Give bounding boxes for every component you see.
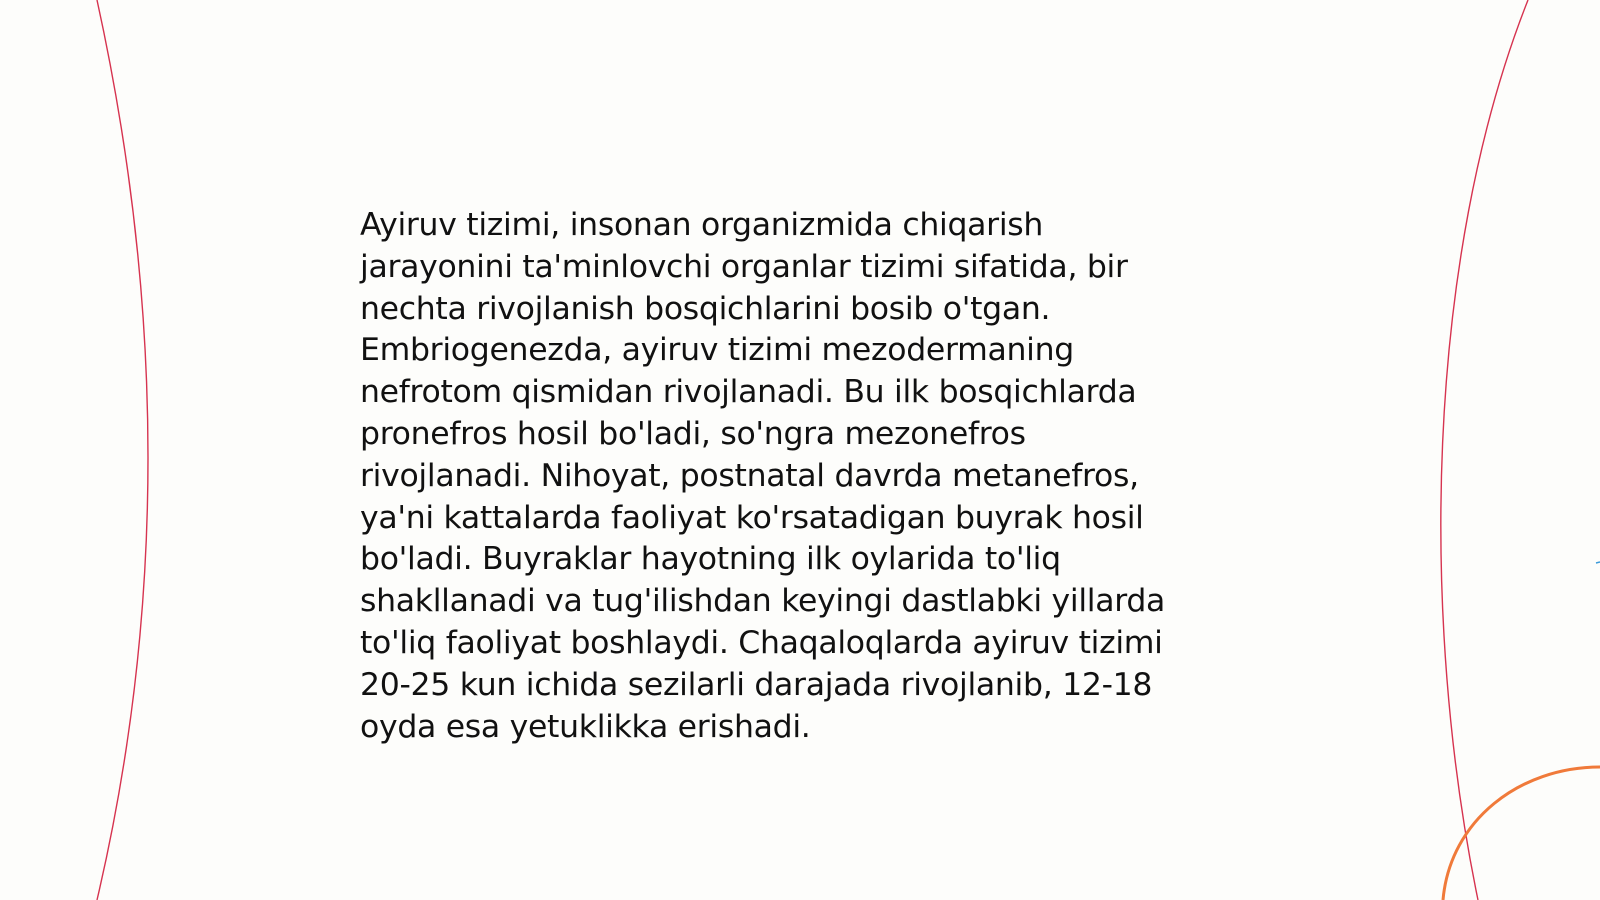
paragraph-line: shakllanadi va tug'ilishdan keyingi dastlabki yillarda [360,583,1166,620]
paragraph-line: to'liq faoliyat boshlaydi. Chaqaloqlarda ayiruv tizimi [360,624,1163,661]
paragraph-line: ya'ni kattalarda faoliyat ko'rsatadigan buyrak hosil [360,499,1144,536]
paragraph-line: 20-25 kun ichida sezilarli darajada rivojlanib, 12-18 [360,666,1153,703]
paragraph-line: nechta rivojlanish bosqichlarini bosib o'tgan. [360,290,1051,327]
left-curve-line [97,0,148,900]
paragraph-line: rivojlanadi. Nihoyat, postnatal davrda metanefros, [360,457,1139,494]
orange-arc [1443,767,1600,900]
right-curve-line [1441,0,1528,900]
paragraph-line: pronefros hosil bo'ladi, so'ngra mezonefros [360,415,1026,452]
paragraph-line: Ayiruv tizimi, insonan organizmida chiqarish [360,207,1044,243]
paragraph-line: Embriogenezda, ayiruv tizimi mezodermaning [360,332,1074,369]
paragraph-line: jarayonini ta'minlovchi organlar tizimi sifatida, bir [360,248,1128,285]
body-paragraph [360,205,1220,748]
paragraph-line: oyda esa yetuklikka erishadi. [360,708,811,745]
paragraph-line: nefrotom qismidan rivojlanadi. Bu ilk bosqichlarda [360,374,1137,411]
blue-edge-mark [1596,562,1600,563]
paragraph-line: bo'ladi. Buyraklar hayotning ilk oylarida to'liq [360,541,1061,578]
